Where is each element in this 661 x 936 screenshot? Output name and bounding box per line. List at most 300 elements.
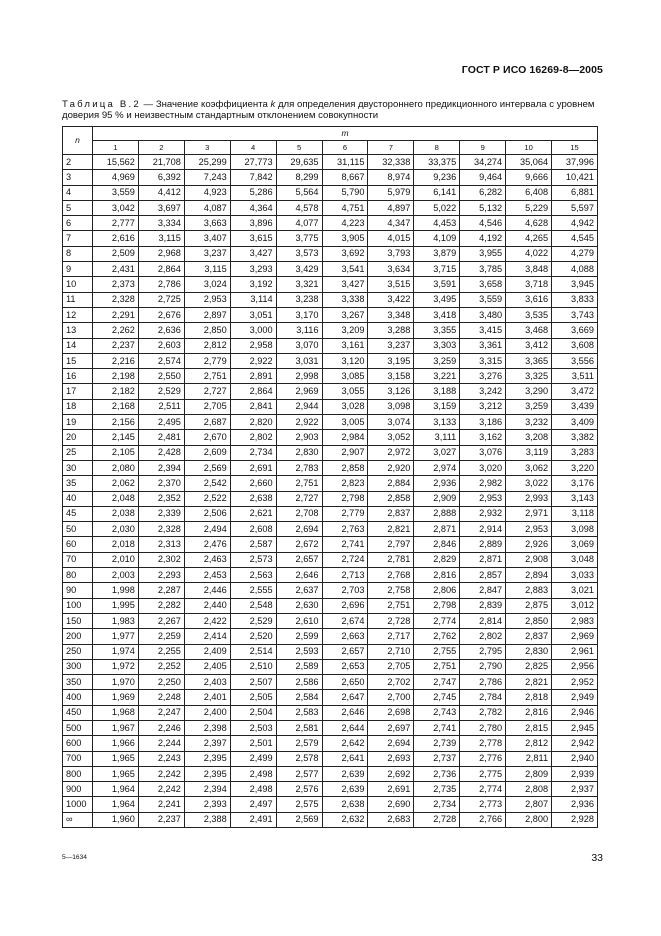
k-value-cell: 5,132 (460, 200, 506, 215)
k-value-cell: 2,182 (93, 384, 139, 399)
k-value-cell: 4,969 (93, 170, 139, 185)
k-value-cell: 3,325 (506, 369, 552, 384)
k-value-cell: 2,809 (506, 766, 552, 781)
k-value-cell: 2,573 (230, 552, 276, 567)
k-value-cell: 1,964 (93, 797, 139, 812)
k-value-cell: 3,945 (552, 277, 598, 292)
k-value-cell: 3,669 (552, 323, 598, 338)
k-value-cell: 2,971 (506, 506, 552, 521)
k-value-cell: 2,914 (460, 522, 506, 537)
n-value-cell: 80 (63, 568, 93, 583)
k-value-cell: 2,581 (276, 720, 322, 735)
k-value-cell: 2,993 (506, 491, 552, 506)
k-value-cell: 1,967 (93, 720, 139, 735)
k-value-cell: 3,616 (506, 292, 552, 307)
k-value-cell: 4,923 (184, 185, 230, 200)
k-value-cell: 3,468 (506, 323, 552, 338)
table-row (63, 522, 598, 537)
table-row (63, 277, 598, 292)
k-value-cell: 5,286 (230, 185, 276, 200)
k-value-cell: 2,453 (184, 568, 230, 583)
k-value-cell: 2,953 (184, 292, 230, 307)
k-value-cell: 2,388 (184, 812, 230, 827)
k-value-cell: 2,837 (506, 629, 552, 644)
k-value-cell: 29,635 (276, 155, 322, 170)
k-value-cell: 2,758 (368, 583, 414, 598)
k-value-cell: 3,439 (552, 399, 598, 414)
k-value-cell: 2,747 (414, 675, 460, 690)
k-value-cell: 4,942 (552, 216, 598, 231)
table-row (63, 399, 598, 414)
k-value-cell: 2,339 (138, 506, 184, 521)
k-value-cell: 6,282 (460, 185, 506, 200)
k-value-cell: 2,255 (138, 644, 184, 659)
k-value-cell: 2,903 (276, 430, 322, 445)
k-value-cell: 4,192 (460, 231, 506, 246)
k-value-cell: 2,498 (230, 782, 276, 797)
table-row (63, 690, 598, 705)
k-value-cell: 3,000 (230, 323, 276, 338)
k-value-cell: 3,159 (414, 399, 460, 414)
k-value-cell: 2,608 (230, 522, 276, 537)
k-value-cell: 3,415 (460, 323, 506, 338)
table-row (63, 659, 598, 674)
k-value-cell: 3,020 (460, 460, 506, 475)
k-value-cell: 2,755 (414, 644, 460, 659)
k-value-cell: 2,632 (322, 812, 368, 827)
k-value-cell: 2,889 (460, 537, 506, 552)
k-value-cell: 2,713 (322, 568, 368, 583)
k-value-cell: 3,027 (414, 445, 460, 460)
n-value-cell: 50 (63, 522, 93, 537)
k-value-cell: 2,698 (368, 705, 414, 720)
k-value-cell: 2,745 (414, 690, 460, 705)
k-value-cell: 3,338 (322, 292, 368, 307)
k-value-cell: 3,158 (368, 369, 414, 384)
k-value-cell: 2,395 (184, 766, 230, 781)
k-value-cell: 3,119 (506, 445, 552, 460)
k-value-cell: 3,098 (552, 522, 598, 537)
k-value-cell: 2,510 (230, 659, 276, 674)
k-value-cell: 3,556 (552, 353, 598, 368)
k-value-cell: 3,715 (414, 262, 460, 277)
k-value-cell: 2,694 (276, 522, 322, 537)
k-value-cell: 2,646 (276, 568, 322, 583)
k-value-cell: 3,176 (552, 476, 598, 491)
k-value-cell: 2,823 (322, 476, 368, 491)
table-row (63, 445, 598, 460)
k-value-cell: 4,109 (414, 231, 460, 246)
n-value-cell: 14 (63, 338, 93, 353)
k-value-cell: 35,064 (506, 155, 552, 170)
n-value-cell: 100 (63, 598, 93, 613)
k-value-cell: 2,897 (184, 307, 230, 322)
k-value-cell: 3,591 (414, 277, 460, 292)
table-row (63, 231, 598, 246)
k-value-cell: 3,348 (368, 307, 414, 322)
k-value-cell: 2,638 (230, 491, 276, 506)
k-value-cell: 8,299 (276, 170, 322, 185)
k-value-cell: 15,562 (93, 155, 139, 170)
k-value-cell: 3,615 (230, 231, 276, 246)
n-value-cell: 25 (63, 445, 93, 460)
k-value-cell: 1,968 (93, 705, 139, 720)
table-row (63, 323, 598, 338)
k-value-cell: 3,208 (506, 430, 552, 445)
k-value-cell: 3,115 (138, 231, 184, 246)
k-value-cell: 3,334 (138, 216, 184, 231)
n-value-cell: 300 (63, 659, 93, 674)
k-value-cell: 2,398 (184, 720, 230, 735)
k-value-cell: 2,690 (368, 797, 414, 812)
k-value-cell: 4,546 (460, 216, 506, 231)
k-value-cell: 3,427 (322, 277, 368, 292)
table-row (63, 460, 598, 475)
k-value-cell: 4,578 (276, 200, 322, 215)
k-value-cell: 2,498 (230, 766, 276, 781)
k-value-cell: 2,657 (276, 552, 322, 567)
n-value-cell: ∞ (63, 812, 93, 827)
k-value-cell: 3,409 (552, 415, 598, 430)
header-row-m-values (63, 141, 598, 155)
k-value-cell: 2,949 (552, 690, 598, 705)
k-value-cell: 2,248 (138, 690, 184, 705)
k-value-cell: 2,807 (506, 797, 552, 812)
k-value-cell: 1,974 (93, 644, 139, 659)
k-value-cell: 2,942 (552, 736, 598, 751)
k-value-cell: 21,708 (138, 155, 184, 170)
k-value-cell: 2,953 (460, 491, 506, 506)
k-value-cell: 2,779 (322, 506, 368, 521)
n-value-cell: 1000 (63, 797, 93, 812)
k-value-cell: 2,242 (138, 766, 184, 781)
table-row (63, 216, 598, 231)
k-value-cell: 2,708 (276, 506, 322, 521)
k-value-cell: 2,821 (368, 522, 414, 537)
k-value-cell: 2,018 (93, 537, 139, 552)
k-value-cell: 2,693 (368, 751, 414, 766)
k-value-cell: 2,529 (230, 613, 276, 628)
k-value-cell: 33,375 (414, 155, 460, 170)
k-value-cell: 3,143 (552, 491, 598, 506)
n-value-cell: 7 (63, 231, 93, 246)
k-value-cell: 1,998 (93, 583, 139, 598)
k-value-cell: 2,829 (414, 552, 460, 567)
k-value-cell: 2,639 (322, 766, 368, 781)
k-value-cell: 2,003 (93, 568, 139, 583)
k-value-cell: 2,968 (138, 246, 184, 261)
k-value-cell: 4,453 (414, 216, 460, 231)
k-value-cell: 2,907 (322, 445, 368, 460)
m-value-header: 4 (230, 141, 276, 155)
k-value-cell: 3,069 (552, 537, 598, 552)
standard-header: ГОСТ Р ИСО 16269-8—2005 (461, 64, 603, 76)
k-value-cell: 5,022 (414, 200, 460, 215)
k-value-cell: 2,814 (460, 613, 506, 628)
k-value-cell: 3,382 (552, 430, 598, 445)
k-value-cell: 2,908 (506, 552, 552, 567)
k-value-cell: 2,766 (460, 812, 506, 827)
k-value-cell: 2,850 (506, 613, 552, 628)
k-value-cell: 2,394 (184, 782, 230, 797)
k-value-cell: 25,299 (184, 155, 230, 170)
k-value-cell: 2,736 (414, 766, 460, 781)
k-value-cell: 2,743 (414, 705, 460, 720)
k-value-cell: 2,777 (93, 216, 139, 231)
k-value-cell: 2,782 (460, 705, 506, 720)
k-value-cell: 5,597 (552, 200, 598, 215)
k-value-cell: 3,412 (506, 338, 552, 353)
k-value-cell: 3,559 (93, 185, 139, 200)
k-value-cell: 2,242 (138, 782, 184, 797)
n-value-cell: 70 (63, 552, 93, 567)
k-value-cell: 2,657 (322, 644, 368, 659)
k-value-cell: 2,501 (230, 736, 276, 751)
k-value-cell: 2,495 (138, 415, 184, 430)
n-value-cell: 11 (63, 292, 93, 307)
k-value-cell: 2,262 (93, 323, 139, 338)
k-value-cell: 7,243 (184, 170, 230, 185)
k-value-cell: 2,825 (506, 659, 552, 674)
k-value-cell: 2,048 (93, 491, 139, 506)
k-value-cell: 2,958 (230, 338, 276, 353)
k-value-cell: 2,812 (184, 338, 230, 353)
k-value-cell: 2,639 (322, 782, 368, 797)
k-value-cell: 2,774 (460, 782, 506, 797)
table-row (63, 262, 598, 277)
caption-text-after: для определения двустороннего предикционного интервала с уровнем доверия 95 % и неизвестным стандартным отклонением совокупности (62, 99, 595, 121)
k-value-cell: 2,569 (184, 460, 230, 475)
k-value-cell: 10,421 (552, 170, 598, 185)
k-value-cell: 4,265 (506, 231, 552, 246)
k-value-cell: 2,779 (184, 353, 230, 368)
k-value-cell: 3,743 (552, 307, 598, 322)
k-value-cell: 2,795 (460, 644, 506, 659)
k-value-cell: 2,858 (322, 460, 368, 475)
k-value-cell: 2,953 (506, 522, 552, 537)
k-value-cell: 2,370 (138, 476, 184, 491)
k-value-cell: 3,663 (184, 216, 230, 231)
k-value-cell: 3,259 (506, 399, 552, 414)
k-value-cell: 2,394 (138, 460, 184, 475)
table-row (63, 430, 598, 445)
n-value-cell: 250 (63, 644, 93, 659)
k-value-cell: 2,920 (368, 460, 414, 475)
k-value-cell: 2,062 (93, 476, 139, 491)
k-value-cell: 2,982 (460, 476, 506, 491)
k-value-cell: 2,216 (93, 353, 139, 368)
k-value-cell: 5,790 (322, 185, 368, 200)
k-value-cell: 2,373 (93, 277, 139, 292)
k-value-cell: 2,696 (322, 598, 368, 613)
k-value-cell: 2,476 (184, 537, 230, 552)
table-row (63, 369, 598, 384)
k-value-cell: 2,267 (138, 613, 184, 628)
k-value-cell: 2,846 (414, 537, 460, 552)
k-value-cell: 3,634 (368, 262, 414, 277)
caption-text-before: — Значение коэффициента (140, 99, 271, 110)
k-value-cell: 2,946 (552, 705, 598, 720)
k-value-cell: 1,977 (93, 629, 139, 644)
k-value-cell: 3,076 (460, 445, 506, 460)
k-value-cell: 2,663 (322, 629, 368, 644)
k-value-cell: 2,909 (414, 491, 460, 506)
k-value-cell: 2,428 (138, 445, 184, 460)
k-value-cell: 3,195 (368, 353, 414, 368)
n-value-cell: 4 (63, 185, 93, 200)
k-value-cell: 3,186 (460, 415, 506, 430)
table-row (63, 491, 598, 506)
k-value-cell: 2,741 (414, 720, 460, 735)
n-value-cell: 35 (63, 476, 93, 491)
k-value-cell: 2,983 (552, 613, 598, 628)
k-value-cell: 2,550 (138, 369, 184, 384)
k-value-cell: 3,288 (368, 323, 414, 338)
n-value-cell: 2 (63, 155, 93, 170)
table-row (63, 705, 598, 720)
m-value-header: 3 (184, 141, 230, 155)
k-value-cell: 1,983 (93, 613, 139, 628)
k-value-cell: 2,928 (552, 812, 598, 827)
k-value-cell: 3,062 (506, 460, 552, 475)
n-value-cell: 150 (63, 613, 93, 628)
k-value-cell: 3,276 (460, 369, 506, 384)
k-value-cell: 27,773 (230, 155, 276, 170)
k-value-cell: 2,956 (552, 659, 598, 674)
k-value-cell: 1,960 (93, 812, 139, 827)
k-value-cell: 2,252 (138, 659, 184, 674)
table-row (63, 292, 598, 307)
table-row (63, 782, 598, 797)
k-value-cell: 3,232 (506, 415, 552, 430)
k-value-cell: 3,422 (368, 292, 414, 307)
k-value-cell: 9,666 (506, 170, 552, 185)
table-row (63, 675, 598, 690)
k-value-cell: 2,952 (552, 675, 598, 690)
k-value-cell: 3,055 (322, 384, 368, 399)
k-value-cell: 6,408 (506, 185, 552, 200)
k-value-cell: 1,965 (93, 751, 139, 766)
k-value-cell: 2,672 (276, 537, 322, 552)
caption-variable: k (270, 99, 276, 110)
k-value-cell: 2,599 (276, 629, 322, 644)
k-value-cell: 2,841 (230, 399, 276, 414)
k-value-cell: 3,120 (322, 353, 368, 368)
k-value-cell: 1,965 (93, 766, 139, 781)
k-value-cell: 3,267 (322, 307, 368, 322)
n-value-cell: 500 (63, 720, 93, 735)
page-number: 33 (591, 852, 603, 864)
k-value-cell: 3,896 (230, 216, 276, 231)
k-value-cell: 3,515 (368, 277, 414, 292)
k-value-cell: 2,542 (184, 476, 230, 491)
k-value-cell: 2,703 (322, 583, 368, 598)
k-value-cell: 3,033 (552, 568, 598, 583)
k-value-cell: 2,812 (506, 736, 552, 751)
k-value-cell: 2,105 (93, 445, 139, 460)
k-value-cell: 2,692 (368, 766, 414, 781)
header-row-m (63, 127, 598, 141)
k-value-cell: 2,610 (276, 613, 322, 628)
n-value-cell: 17 (63, 384, 93, 399)
k-value-cell: 2,569 (276, 812, 322, 827)
k-value-cell: 2,734 (230, 445, 276, 460)
k-value-cell: 9,464 (460, 170, 506, 185)
k-value-cell: 4,751 (322, 200, 368, 215)
table-row (63, 720, 598, 735)
k-value-cell: 1,995 (93, 598, 139, 613)
k-value-cell: 2,291 (93, 307, 139, 322)
k-value-cell: 3,051 (230, 307, 276, 322)
m-value-header: 7 (368, 141, 414, 155)
k-value-cell: 2,781 (368, 552, 414, 567)
k-value-cell: 7,842 (230, 170, 276, 185)
table-row (63, 644, 598, 659)
k-value-cell: 3,118 (552, 506, 598, 521)
k-value-cell: 3,005 (322, 415, 368, 430)
k-value-cell: 2,727 (184, 384, 230, 399)
k-value-cell: 3,608 (552, 338, 598, 353)
k-value-cell: 2,944 (276, 399, 322, 414)
k-value-cell: 3,955 (460, 246, 506, 261)
k-value-cell: 3,031 (276, 353, 322, 368)
k-value-cell: 2,850 (184, 323, 230, 338)
k-value-cell: 2,577 (276, 766, 322, 781)
k-value-cell: 1,964 (93, 782, 139, 797)
n-value-cell: 800 (63, 766, 93, 781)
k-value-cell: 2,644 (322, 720, 368, 735)
k-value-cell: 2,778 (460, 736, 506, 751)
k-value-cell: 3,085 (322, 369, 368, 384)
k-value-cell: 2,352 (138, 491, 184, 506)
k-value-cell: 3,048 (552, 552, 598, 567)
n-value-cell: 20 (63, 430, 93, 445)
k-value-cell: 3,209 (322, 323, 368, 338)
k-value-cell: 2,786 (460, 675, 506, 690)
k-value-cell: 2,776 (460, 751, 506, 766)
k-value-cell: 2,674 (322, 613, 368, 628)
k-value-cell: 2,463 (184, 552, 230, 567)
n-value-cell: 13 (63, 323, 93, 338)
m-value-header: 15 (552, 141, 598, 155)
k-value-cell: 2,481 (138, 430, 184, 445)
k-value-cell: 2,237 (93, 338, 139, 353)
k-value-cell: 2,725 (138, 292, 184, 307)
k-value-cell: 3,303 (414, 338, 460, 353)
k-value-cell: 3,238 (276, 292, 322, 307)
k-value-cell: 1,969 (93, 690, 139, 705)
k-value-cell: 1,966 (93, 736, 139, 751)
k-value-cell: 8,667 (322, 170, 368, 185)
k-value-cell: 2,818 (506, 690, 552, 705)
k-value-cell: 2,739 (414, 736, 460, 751)
k-value-cell: 2,751 (184, 369, 230, 384)
k-value-cell: 3,365 (506, 353, 552, 368)
table-label: Таблица В.2 (62, 99, 141, 110)
k-value-cell: 2,198 (93, 369, 139, 384)
k-value-cell: 2,837 (368, 506, 414, 521)
k-value-cell: 2,583 (276, 705, 322, 720)
k-value-cell: 2,446 (184, 583, 230, 598)
k-value-cell: 2,858 (368, 491, 414, 506)
k-value-cell: 3,188 (414, 384, 460, 399)
k-value-cell: 2,815 (506, 720, 552, 735)
k-value-cell: 2,642 (322, 736, 368, 751)
k-value-cell: 3,658 (460, 277, 506, 292)
k-value-cell: 2,293 (138, 568, 184, 583)
n-value-cell: 6 (63, 216, 93, 231)
k-value-cell: 2,891 (230, 369, 276, 384)
